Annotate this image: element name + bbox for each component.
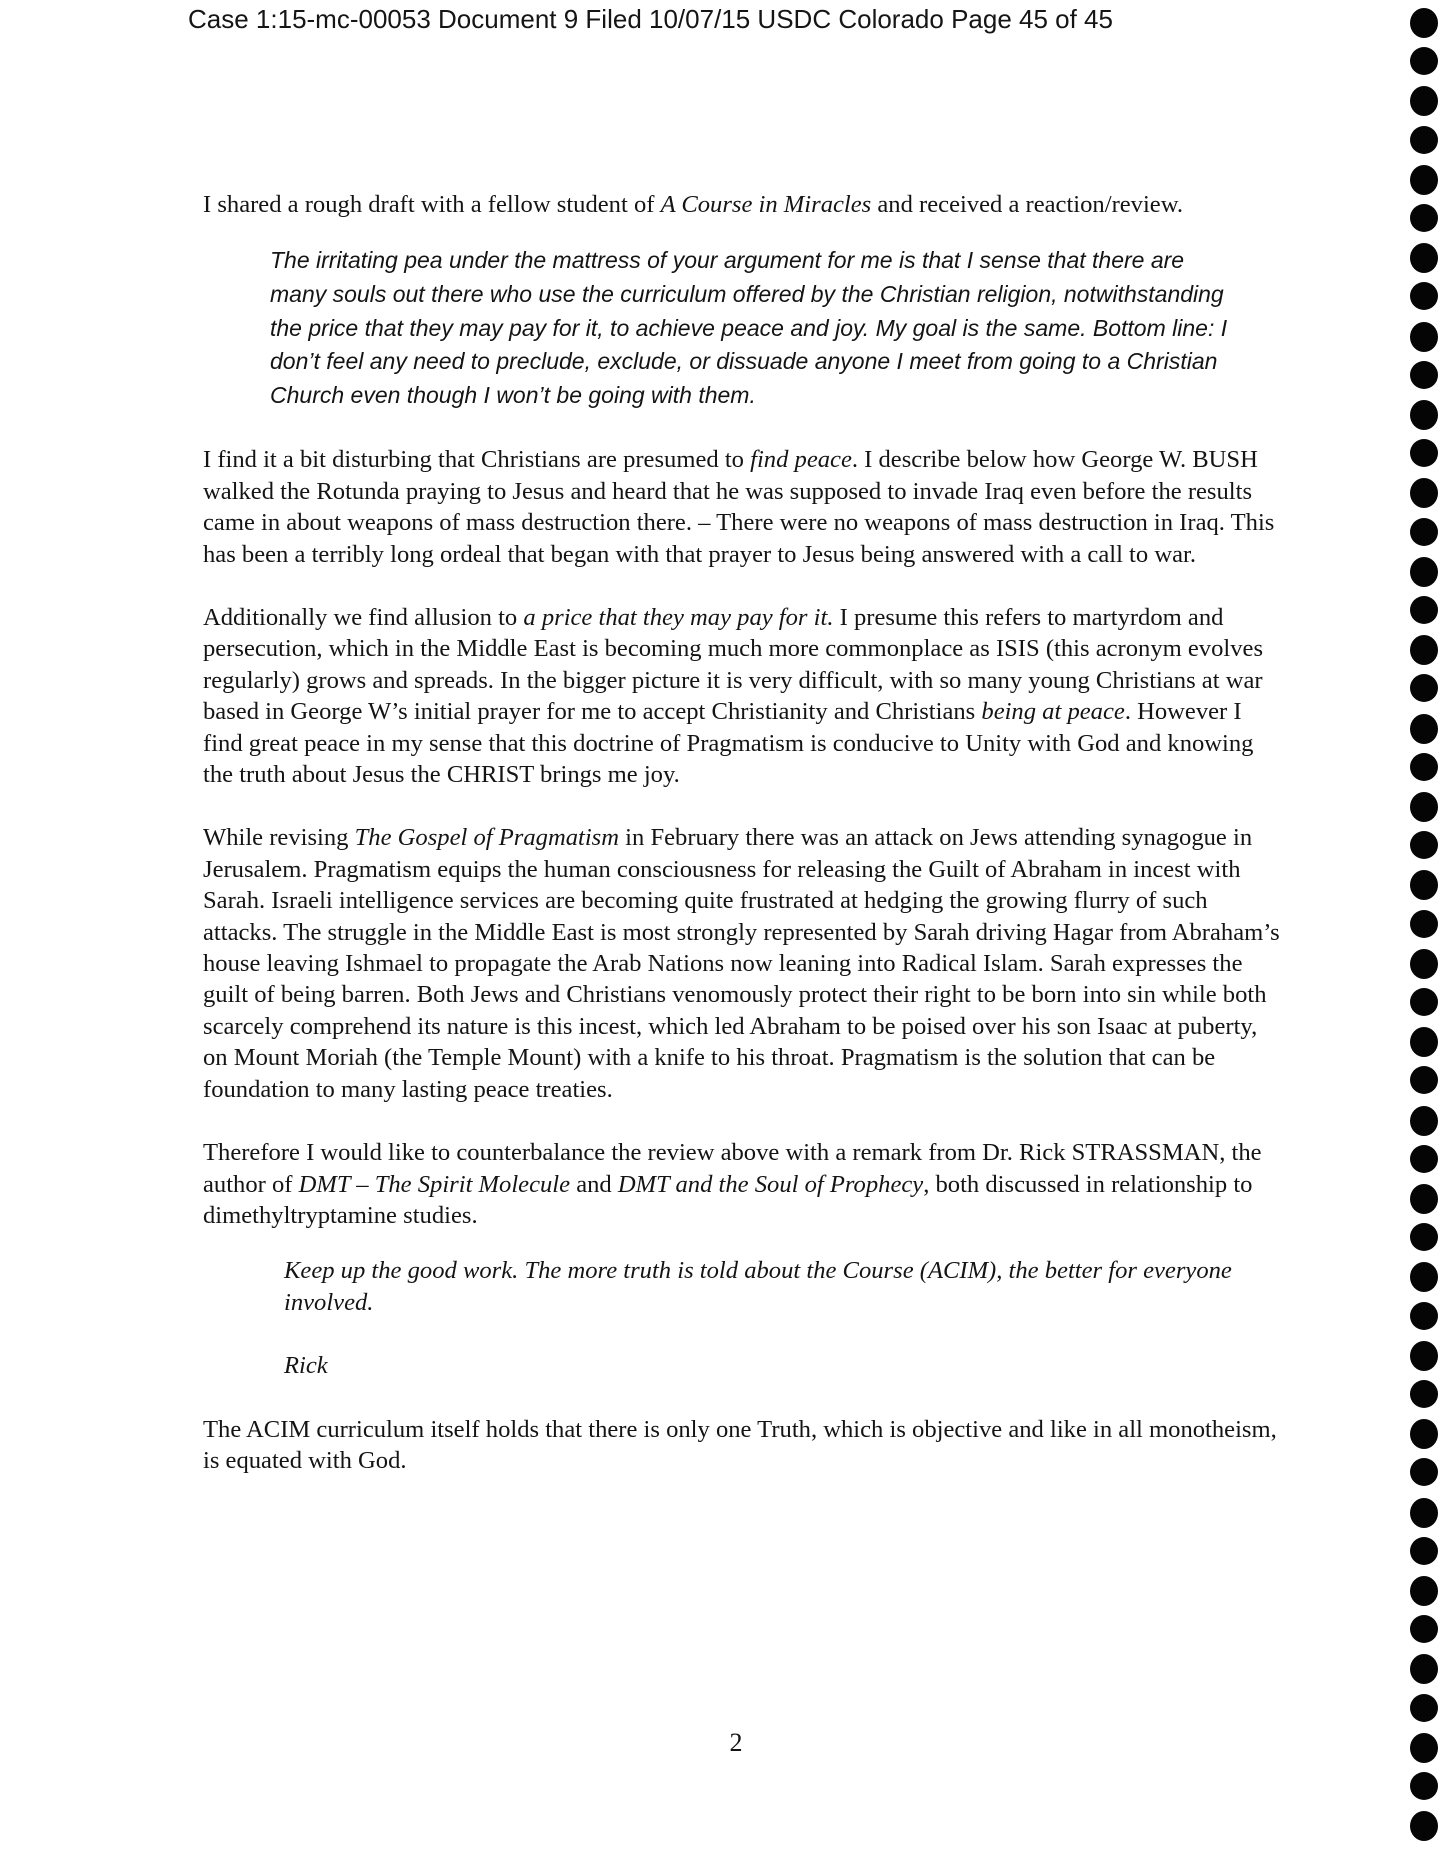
emphasis: being at peace — [981, 698, 1125, 726]
punch-hole — [1410, 400, 1438, 430]
punch-hole — [1410, 674, 1438, 702]
punch-hole — [1410, 204, 1438, 232]
punch-hole — [1410, 949, 1438, 979]
punch-hole — [1410, 910, 1438, 938]
punch-hole — [1410, 1066, 1438, 1094]
punch-hole — [1410, 1027, 1438, 1057]
punch-hole — [1410, 1654, 1438, 1684]
court-filing-header: Case 1:15-mc-00053 Document 9 Filed 10/07/15 USDC Colorado Page 45 of 45 — [188, 4, 1113, 34]
punch-hole — [1410, 831, 1438, 859]
punch-hole — [1410, 518, 1438, 546]
punch-hole — [1410, 361, 1438, 389]
punch-hole — [1410, 478, 1438, 508]
punch-hole — [1410, 1498, 1438, 1528]
punch-hole — [1410, 1694, 1438, 1722]
punch-hole — [1410, 322, 1438, 352]
punch-hole — [1410, 1223, 1438, 1251]
punch-hole — [1410, 1262, 1438, 1292]
paragraph-2: I find it a bit disturbing that Christians are presumed to find peace. I describe below how George W. BUSH walked the Rotunda praying to Jesus and heard that he was supposed to invade Iraq even before the results came in about weapons of mass destruction there. – There were no weapons of mass destruction in Iraq. This has been a terribly long ordeal that began with that prayer to Jesus being answered with a call to war. — [203, 446, 1275, 568]
punch-hole — [1410, 1733, 1438, 1763]
punch-hole — [1410, 1419, 1438, 1449]
paragraph-4: While revising The Gospel of Pragmatism in February there was an attack on Jews attending synagogue in Jerusalem. Pragmatism equips the human consciousness for releasing the Guilt of Abraham in incest with Sarah. Israeli intelligence services are becoming quite frustrated at hedging the growing flurry of such attacks. The struggle in the Middle East is most strongly represented by Sarah driving Hagar from Abraham’s house leaving Ishmael to propagate the Arab Nations now leaning into Radical Islam. Sarah expresses the guilt of being barren. Both Jews and Christians venomously protect their right to be born into sin while both scarcely comprehend its nature is this incest, which led Abraham to be poised over his son Isaac at puberty, on Mount Moriah (the Temple Mount) with a knife to his throat. Pragmatism is the solution that can be foundation to many lasting peace treaties. — [203, 824, 1280, 1103]
punch-hole — [1410, 596, 1438, 624]
punch-hole — [1410, 47, 1438, 75]
document-body — [203, 189, 1283, 1476]
punch-hole — [1410, 282, 1438, 310]
punch-hole — [1410, 1811, 1438, 1841]
page-number: 2 — [729, 1728, 743, 1757]
paragraph-5: Therefore I would like to counterbalance the review above with a remark from Dr. Rick STRASSMAN, the author of DMT – The Spirit Molecule and DMT and the Soul of Prophecy, both discussed in relationship to dimethyltryptamine studies. — [203, 1139, 1262, 1229]
emphasis: a price that they may pay for it. — [523, 604, 834, 631]
punch-hole — [1410, 86, 1438, 116]
binder-punch-holes — [1404, 0, 1440, 1864]
emphasis: find peace — [750, 446, 852, 474]
book-title: DMT and the Soul of Prophecy — [617, 1170, 924, 1198]
punch-hole — [1410, 1615, 1438, 1643]
paragraph-6: The ACIM curriculum itself holds that there is only one Truth, which is objective and like in all monotheism, is equated with God. — [203, 1415, 1277, 1474]
book-title: DMT – The Spirit Molecule — [298, 1170, 571, 1198]
punch-hole — [1410, 870, 1438, 900]
punch-hole — [1410, 753, 1438, 781]
punch-hole — [1410, 635, 1438, 665]
punch-hole — [1410, 1537, 1438, 1565]
punch-hole — [1410, 1380, 1438, 1408]
paragraph-3: Additionally we find allusion to a price that they may pay for it. I presume this refers to martyrdom and persecution, which in the Middle East is becoming much more commonplace as ISIS (this acronym evolves regularly) grows and spreads. In the bigger picture it is very difficult, with so many young Christians at war based in George W’s initial prayer for me to accept Christianity and Christians being at peace. However I find great peace in my sense that this doctrine of Pragmatism is conducive to Unity with God and knowing the truth about Jesus the CHRIST brings me joy. — [203, 604, 1264, 789]
punch-hole — [1410, 988, 1438, 1016]
review-quote: The irritating pea under the mattress of your argument for me is that I sense that there are many souls out there who use the curriculum offered by the Christian religion, notwithstanding the price that they may pay for it, to achieve peace and joy. My goal is the same. Bottom line: I don’t feel any need to preclude, exclude, or dissuade anyone I meet from going to a Christian Church even though I won’t be going with them. — [270, 247, 1228, 408]
punch-hole — [1410, 557, 1438, 587]
paragraph-1: I shared a rough draft with a fellow student of A Course in Miracles and received a reaction/review. — [203, 191, 1184, 218]
signature-rick: Rick — [284, 1352, 328, 1380]
punch-hole — [1410, 8, 1438, 38]
strassman-quote: Keep up the good work. The more truth is told about the Course (ACIM), the better for everyone involved. — [284, 1257, 1232, 1316]
punch-hole — [1410, 714, 1438, 744]
book-title: A Course in Miracles — [660, 191, 872, 218]
punch-hole — [1410, 439, 1438, 467]
punch-hole — [1410, 243, 1438, 273]
punch-hole — [1410, 1458, 1438, 1486]
punch-hole — [1410, 1772, 1438, 1800]
punch-hole — [1410, 165, 1438, 195]
punch-hole — [1410, 126, 1438, 154]
punch-hole — [1410, 1302, 1438, 1330]
punch-hole — [1410, 1576, 1438, 1606]
punch-hole — [1410, 792, 1438, 822]
punch-hole — [1410, 1106, 1438, 1136]
book-title: The Gospel of Pragmatism — [354, 824, 620, 852]
punch-hole — [1410, 1184, 1438, 1214]
punch-hole — [1410, 1145, 1438, 1173]
punch-hole — [1410, 1341, 1438, 1371]
